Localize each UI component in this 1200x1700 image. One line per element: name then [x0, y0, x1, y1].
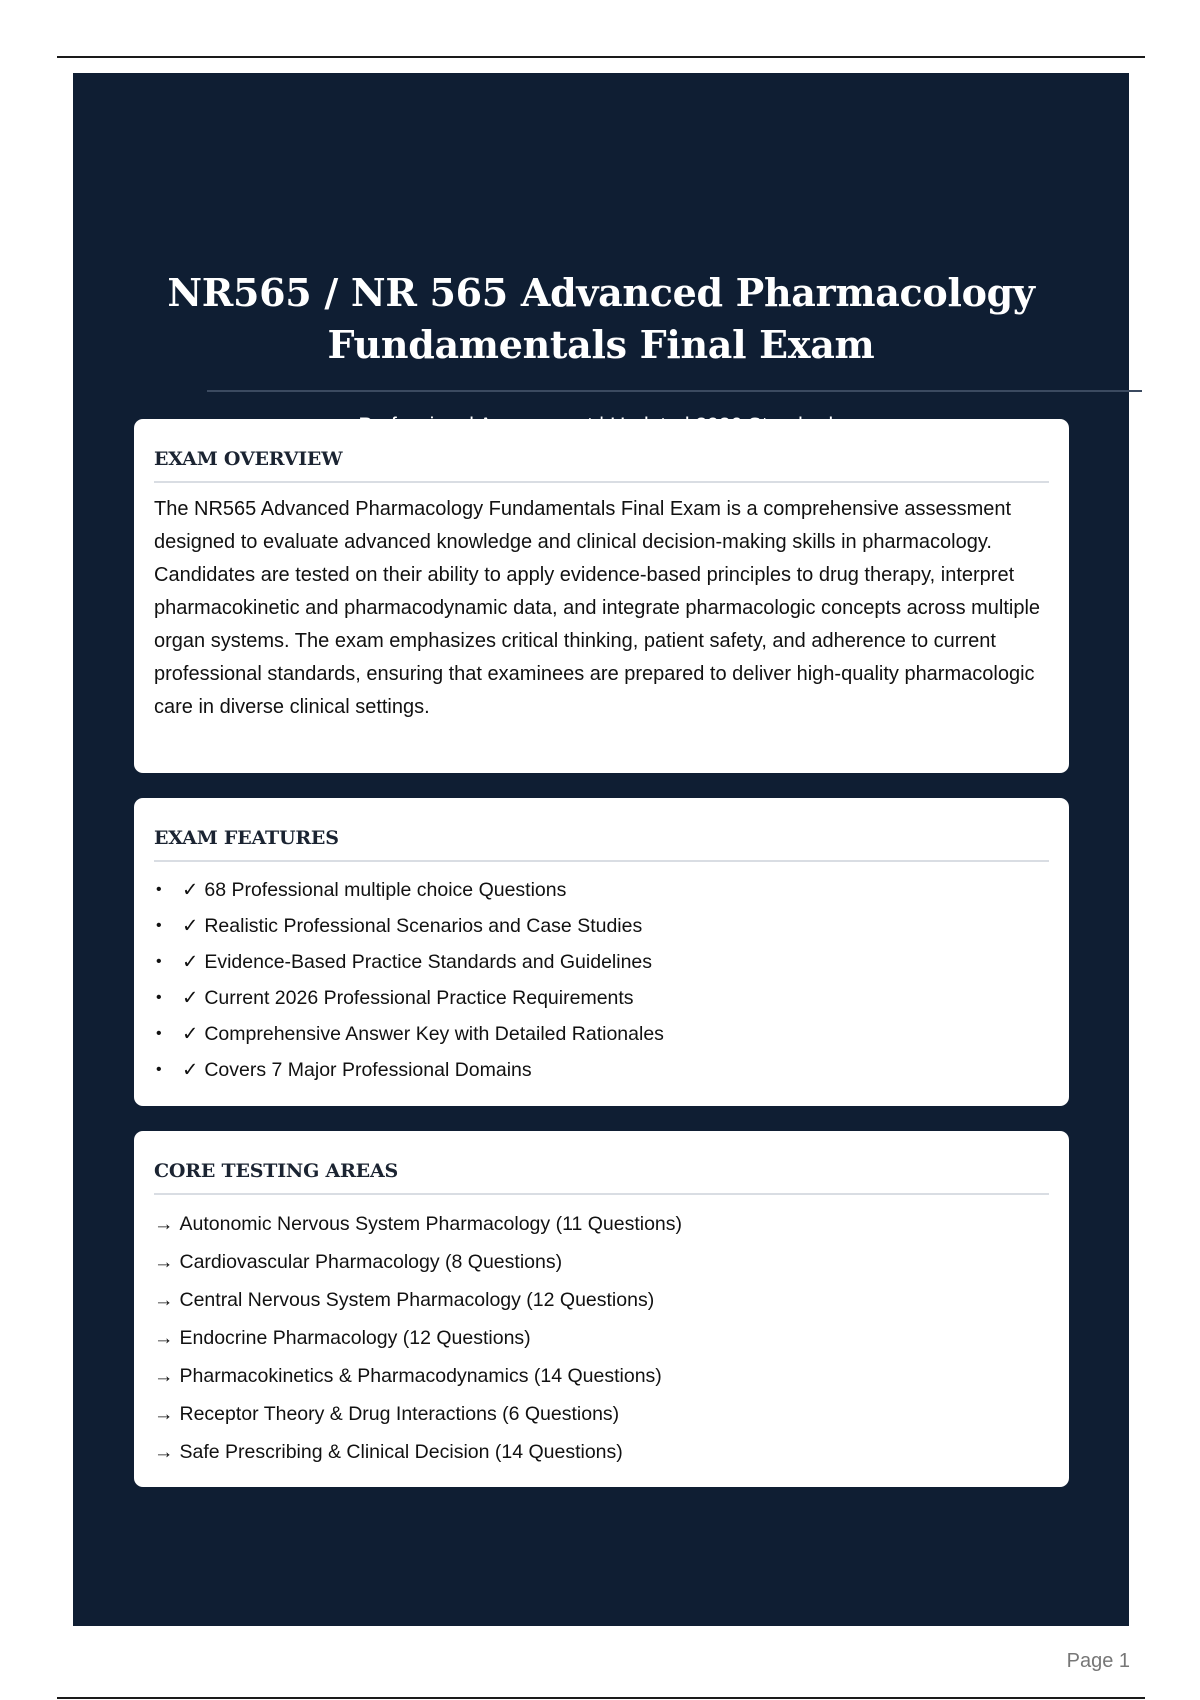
- exam-overview-card: [134, 419, 1069, 773]
- area-text: Cardiovascular Pharmacology (8 Questions): [179, 1251, 563, 1273]
- title-line-1: NR565 / NR 565 Advanced Pharmacology: [167, 270, 1035, 315]
- check-icon: ✓: [182, 915, 199, 937]
- check-icon: ✓: [182, 1059, 199, 1081]
- area-text: Endocrine Pharmacology (12 Questions): [179, 1327, 531, 1349]
- bottom-rule: [57, 1697, 1145, 1699]
- check-icon: ✓: [182, 879, 199, 901]
- list-item: [154, 944, 1049, 980]
- title-line-2: Fundamentals Final Exam: [327, 322, 875, 367]
- bullet-icon: •: [156, 917, 162, 934]
- check-icon: ✓: [182, 987, 199, 1009]
- top-rule: [57, 56, 1145, 58]
- arrow-right-icon: →: [154, 1251, 174, 1273]
- bullet-icon: •: [156, 881, 162, 898]
- list-item: [154, 1357, 1049, 1395]
- arrow-right-icon: →: [154, 1289, 174, 1311]
- bullet-icon: •: [156, 989, 162, 1006]
- feature-text: Comprehensive Answer Key with Detailed Rationales: [204, 1023, 664, 1045]
- page-number: Page 1: [1066, 1650, 1130, 1672]
- arrow-right-icon: →: [154, 1213, 174, 1235]
- area-text: Pharmacokinetics & Pharmacodynamics (14 Questions): [179, 1365, 662, 1387]
- list-item: [154, 1319, 1049, 1357]
- area-text: Central Nervous System Pharmacology (12 Questions): [179, 1289, 655, 1311]
- feature-text: 68 Professional multiple choice Questions: [204, 879, 567, 901]
- core-testing-areas-card: [134, 1131, 1069, 1487]
- list-item: [154, 1052, 1049, 1088]
- features-list: [154, 872, 1049, 1088]
- exam-features-card: [134, 798, 1069, 1106]
- list-item: [154, 1205, 1049, 1243]
- list-item: [154, 1243, 1049, 1281]
- list-item: [154, 1281, 1049, 1319]
- arrow-right-icon: →: [154, 1403, 174, 1425]
- list-item: [154, 872, 1049, 908]
- area-text: Receptor Theory & Drug Interactions (6 Questions): [179, 1403, 620, 1425]
- check-icon: ✓: [182, 1023, 199, 1045]
- exam-overview-text: The NR565 Advanced Pharmacology Fundamentals Final Exam is a comprehensive assessment designed to evaluate advanced knowledge and clinical decision-making skills in pharmacology. Candidates are tested on their ability to apply evidence-based principles to drug therapy, interpret pharmacokinetic and pharmacodynamic data, and integrate pharmacologic concepts across multiple organ systems. The exam emphasizes critical thinking, patient safety, and adherence to current professional standards, ensuring that examinees are prepared to deliver high-quality pharmacologic care in diverse clinical settings.: [154, 498, 1041, 718]
- exam-overview-heading: EXAM OVERVIEW: [154, 419, 1049, 483]
- list-item: [154, 1016, 1049, 1052]
- area-text: Safe Prescribing & Clinical Decision (14 Questions): [179, 1441, 623, 1463]
- title-divider: [207, 390, 1142, 392]
- bullet-icon: •: [156, 953, 162, 970]
- list-item: [154, 908, 1049, 944]
- page-title: [73, 267, 1129, 371]
- list-item: [154, 980, 1049, 1016]
- feature-text: Realistic Professional Scenarios and Case Studies: [204, 915, 643, 937]
- arrow-right-icon: →: [154, 1441, 174, 1463]
- feature-text: Current 2026 Professional Practice Requirements: [204, 987, 634, 1009]
- bullet-icon: •: [156, 1061, 162, 1078]
- feature-text: Covers 7 Major Professional Domains: [204, 1059, 532, 1081]
- list-item: [154, 1433, 1049, 1471]
- exam-features-heading: EXAM FEATURES: [154, 798, 1049, 862]
- area-text: Autonomic Nervous System Pharmacology (11 Questions): [179, 1213, 683, 1235]
- arrow-right-icon: →: [154, 1327, 174, 1349]
- list-item: [154, 1395, 1049, 1433]
- check-icon: ✓: [182, 951, 199, 973]
- feature-text: Evidence-Based Practice Standards and Guidelines: [204, 951, 653, 973]
- arrow-right-icon: →: [154, 1365, 174, 1387]
- testing-areas-list: [154, 1205, 1049, 1471]
- bullet-icon: •: [156, 1025, 162, 1042]
- core-testing-areas-heading: CORE TESTING AREAS: [154, 1131, 1049, 1195]
